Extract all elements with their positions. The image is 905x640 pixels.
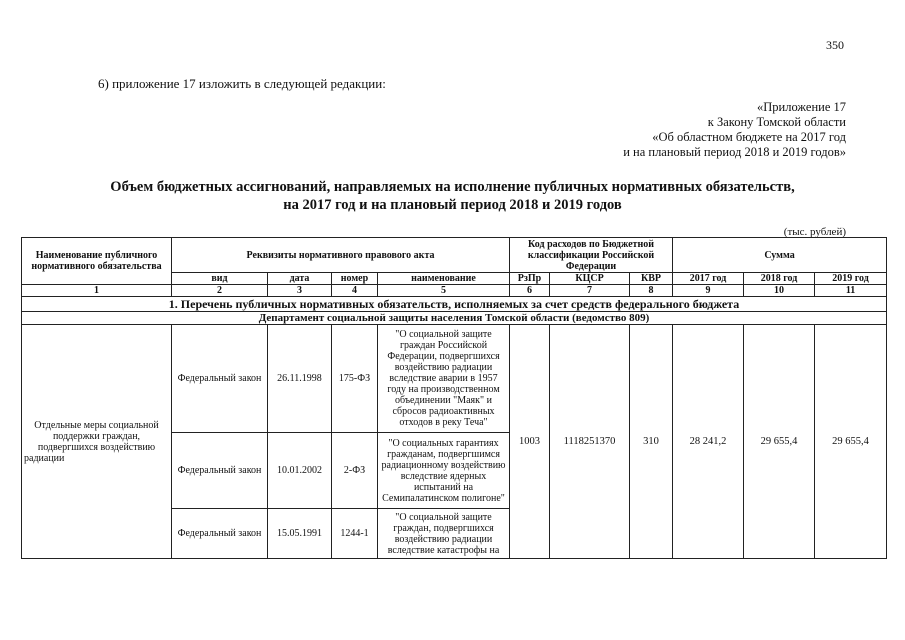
sum-2019: 29 655,4 xyxy=(815,325,887,559)
column-number: 5 xyxy=(378,285,510,297)
law-type: Федеральный закон xyxy=(172,433,268,509)
appendix-line: «Приложение 17 xyxy=(757,100,846,114)
subheader-title: наименование xyxy=(378,273,510,285)
header-sum: Сумма xyxy=(673,238,887,273)
law-title: "О социальной защите граждан Российской Федерации, подвергшихся воздействию радиации вследствие аварии в 1957 году на производственном объединении "Маяк" и сбросов радиоактивных отходов в реку Теча" xyxy=(378,325,510,433)
obligations-table xyxy=(21,237,887,559)
sum-2018: 29 655,4 xyxy=(744,325,815,559)
subheader-2018: 2018 год xyxy=(744,273,815,285)
obligation-name-text: Отдельные меры социальной поддержки граждан, подвергшихся воздействию радиации xyxy=(24,419,159,464)
column-number: 1 xyxy=(22,285,172,297)
column-number: 9 xyxy=(673,285,744,297)
subheader-kvr: КВР xyxy=(630,273,673,285)
appendix-line: к Закону Томской области xyxy=(707,115,846,129)
obligation-name xyxy=(22,325,172,559)
subheader-number: номер xyxy=(332,273,378,285)
kcsr-value: 1118251370 xyxy=(550,325,630,559)
law-title: "О социальной защите граждан, подвергшихся воздействию радиации вследствие катастрофы на xyxy=(378,509,510,559)
title-line: на 2017 год и на плановый период 2018 и 2019 годов xyxy=(283,197,622,213)
law-title: "О социальных гарантиях гражданам, подвергшимся радиационному воздействию вследствие ядерных испытаний на Семипалатинском полигоне" xyxy=(378,433,510,509)
intro-text: 6) приложение 17 изложить в следующей редакции: xyxy=(98,76,386,91)
page-number: 350 xyxy=(826,38,844,52)
law-date: 10.01.2002 xyxy=(268,433,332,509)
sum-2017: 28 241,2 xyxy=(673,325,744,559)
kvr-value: 310 xyxy=(630,325,673,559)
column-number: 7 xyxy=(550,285,630,297)
law-type: Федеральный закон xyxy=(172,509,268,559)
title-line: Объем бюджетных ассигнований, направляемых на исполнение публичных нормативных обязательств, xyxy=(110,179,795,195)
column-number: 6 xyxy=(510,285,550,297)
department-row xyxy=(22,312,887,325)
law-date: 15.05.1991 xyxy=(268,509,332,559)
appendix-line: и на плановый период 2018 и 2019 годов» xyxy=(623,145,846,159)
appendix-line: «Об областном бюджете на 2017 год xyxy=(652,130,846,144)
column-number: 8 xyxy=(630,285,673,297)
units-label: (тыс. рублей) xyxy=(783,226,846,238)
subheader-type: вид xyxy=(172,273,268,285)
law-number: 1244-1 xyxy=(332,509,378,559)
rzpr-value: 1003 xyxy=(510,325,550,559)
subheader-2017: 2017 год xyxy=(673,273,744,285)
law-number: 175-ФЗ xyxy=(332,325,378,433)
section-title: 1. Перечень публичных нормативных обязательств, исполняемых за счет средств федерального бюджета xyxy=(22,297,887,312)
column-number-row xyxy=(22,285,887,297)
section-row xyxy=(22,297,887,312)
subheader-date: дата xyxy=(268,273,332,285)
department-title: Департамент социальной защиты населения Томской области (ведомство 809) xyxy=(22,312,887,325)
column-number: 4 xyxy=(332,285,378,297)
column-number: 11 xyxy=(815,285,887,297)
law-date: 26.11.1998 xyxy=(268,325,332,433)
header-code: Код расходов по Бюджетной классификации Российской Федерации xyxy=(510,238,673,273)
law-type: Федеральный закон xyxy=(172,325,268,433)
column-number: 2 xyxy=(172,285,268,297)
subheader-kcsr: КЦСР xyxy=(550,273,630,285)
column-number: 3 xyxy=(268,285,332,297)
law-number: 2-ФЗ xyxy=(332,433,378,509)
subheader-2019: 2019 год xyxy=(815,273,887,285)
header-name: Наименование публичного нормативного обязательства xyxy=(22,238,172,285)
appendix-reference xyxy=(623,100,846,160)
table-row xyxy=(22,325,887,433)
document-title xyxy=(0,178,905,214)
column-number: 10 xyxy=(744,285,815,297)
subheader-rzpr: РзПр xyxy=(510,273,550,285)
header-row xyxy=(22,238,887,273)
header-requisites: Реквизиты нормативного правового акта xyxy=(172,238,510,273)
